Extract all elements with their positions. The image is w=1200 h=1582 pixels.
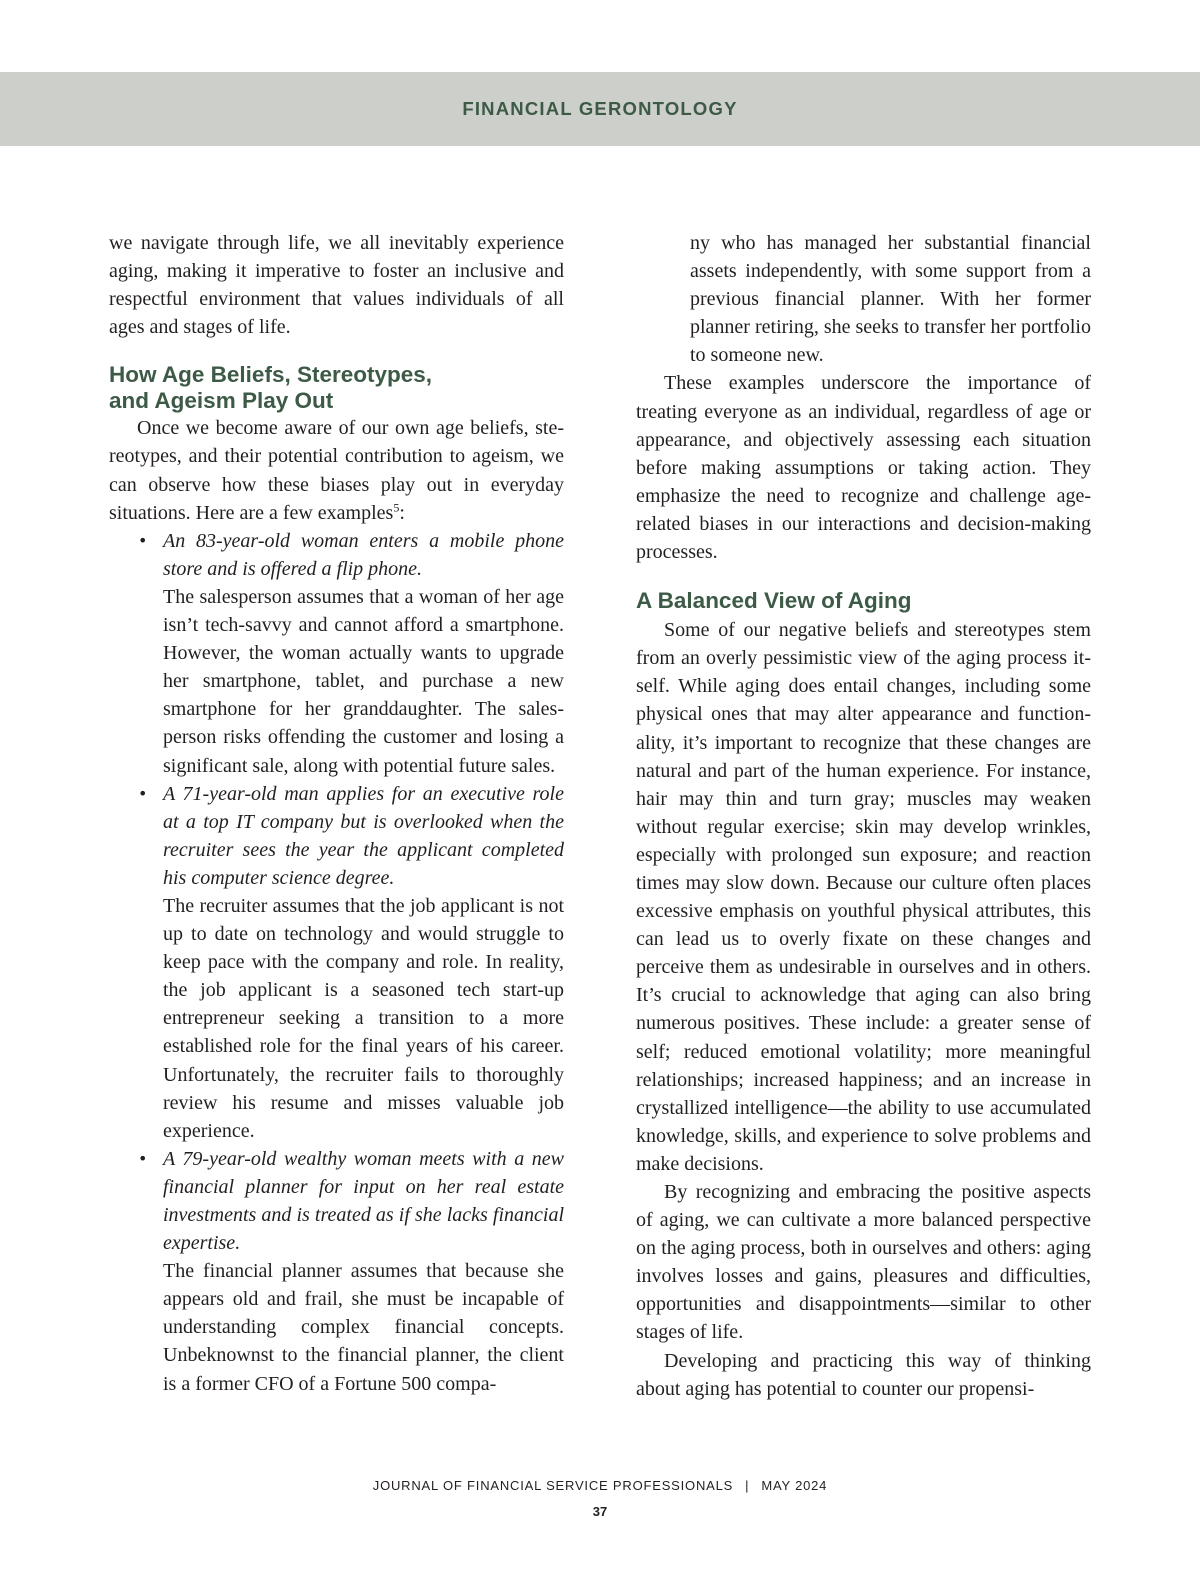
example-body: The salesperson assumes that a woman of her age isn’t tech-savvy and cannot afford a smartphone. However, the woman actually wants to upgrade her smartphone, tablet, and purchase a new smartphone for her granddaughter. The salesperson risks offending the customer and losing a significant sale, along with potential future sales. xyxy=(163,585,564,777)
examples-list xyxy=(109,527,564,1398)
footnote-ref: 5 xyxy=(393,500,400,514)
example-title: A 71-year-old man applies for an executive role at a top IT company but is overlooked when the recruiter sees the year the applicant completed his computer science degree. xyxy=(163,782,564,889)
bullet-icon: • xyxy=(138,783,148,803)
example-body: The recruiter assumes that the job applicant is not up to date on technology and would struggle to keep pace with the company and role. In reality, the job applicant is a seasoned tech start-up entrepreneur seeking a transition to a more established role for the final years of his career. Unfortunately, the recruiter fails to thoroughly review his resume and misses valuable job experience. xyxy=(163,894,564,1142)
lead-paragraph: Once we become aware of our own age beliefs, stereotypes, and their potential contribution to ageism, we can observe how these biases play out in everyday situations. Here are a few examples$^5$: xyxy=(109,417,564,524)
section-title: FINANCIAL GERONTOLOGY xyxy=(462,98,738,119)
page-number: 37 xyxy=(592,1504,608,1519)
heading-age-beliefs: How Age Beliefs, Stereotypes, and Ageism Play Out xyxy=(109,362,433,414)
intro-paragraph: we navigate through life, we all inevitably experience aging, making it imperative to foster an inclusive and respectful environment that values individuals of all ages and stages of life. xyxy=(109,232,564,339)
journal-name: JOURNAL OF FINANCIAL SERVICE PROFESSIONALS xyxy=(372,1478,734,1493)
bullet-icon: • xyxy=(138,1148,148,1168)
balanced-paragraph-1: Some of our negative beliefs and stereotypes stem from an overly pessimistic view of the aging process itself. While aging does entail changes, including some physical ones that may alter appearance and functionality, it’s important to recognize that these changes are natural and part of the human experience. For instance, hair may thin and turn gray; muscles may weaken without regular exercise; skin may develop wrinkles, especially with prolonged sun exposure; and reaction times may slow down. Because our culture often places excessive emphasis on youthful physical attributes, this can lead us to overly fixate on these changes and perceive them as undesirable in ourselves and in others. It’s crucial to acknowledge that aging can also bring numerous positives. These include: a greater sense of self; reduced emotional volatility; more meaningful relationships; increased happiness; and an increase in crystallized intelligence—the ability to use accumulated knowledge, skills, and experience to solve problems and make decisions. xyxy=(636,619,1091,1175)
right-column xyxy=(636,229,1091,1403)
heading-balanced-view: A Balanced View of Aging xyxy=(636,588,912,614)
example-body: The financial planner assumes that because she appears old and frail, she must be incapable of understanding complex financial concepts. Unbeknownst to the financial planner, the client is a former CFO of a Fortune 500 compa- xyxy=(163,1260,564,1395)
example-item xyxy=(109,780,564,1145)
footer-journal xyxy=(0,1478,1200,1493)
example-title: An 83-year-old woman enters a mobile phone store and is offered a flip phone. xyxy=(163,529,564,580)
example-item xyxy=(109,1145,564,1398)
balanced-paragraph-3: Developing and practicing this way of thinking about aging has potential to counter our propensi- xyxy=(636,1349,1091,1400)
example-continuation: ny who has managed her substantial financial assets independently, with some support from a previous financial planner. With her former planner retiring, she seeks to transfer her portfolio to someone new. xyxy=(690,232,1091,367)
bullet-icon: • xyxy=(138,530,148,550)
balanced-paragraph-2: By recognizing and embracing the positive aspects of aging, we can cultivate a more balanced perspective on the aging process, both in ourselves and others: aging involves losses and gains, pleasures and difficulties, opportunities and disappointments—similar to other stages of life. xyxy=(636,1181,1091,1344)
footer-separator: | xyxy=(745,1478,750,1493)
left-column xyxy=(109,229,564,1398)
example-item xyxy=(109,527,564,780)
example-title: A 79-year-old wealthy woman meets with a new financial planner for input on her real estate investments and is treated as if she lacks financial expertise. xyxy=(163,1147,564,1255)
issue-date: MAY 2024 xyxy=(761,1478,828,1493)
summary-paragraph: These examples underscore the importance of treating everyone as an individual, regardless of age or appearance, and objectively assessing each situation before making assumptions or taking action. They emphasize the need to recognize and challenge age-related biases in our interactions and decision-making processes. xyxy=(636,372,1091,564)
